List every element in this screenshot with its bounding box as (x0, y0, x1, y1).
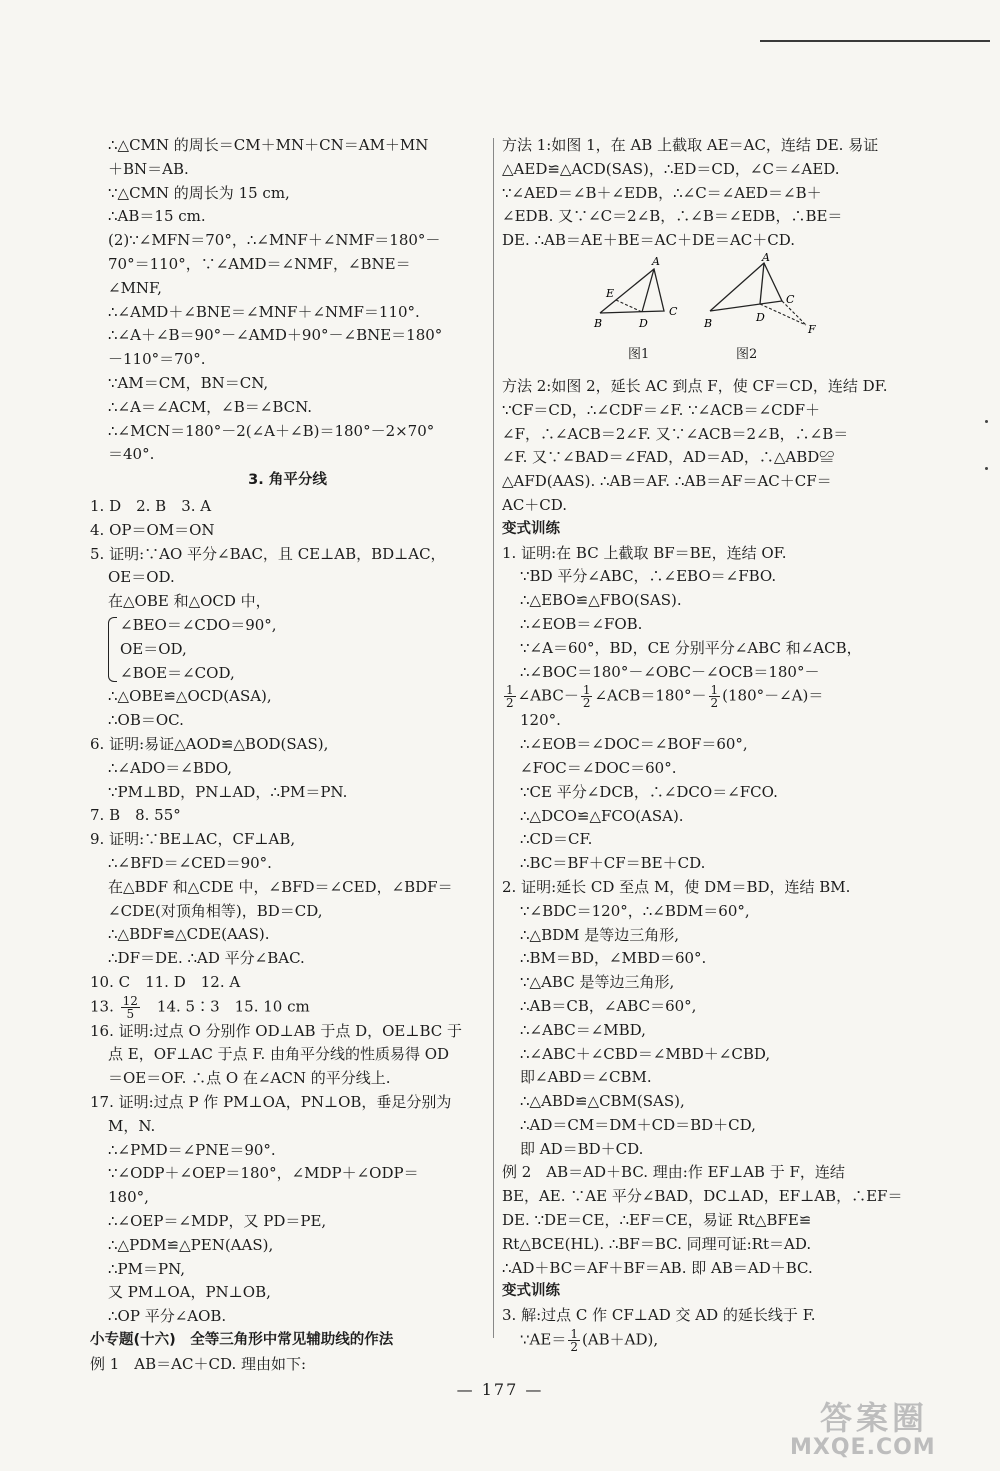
text-line: ∠BEO＝∠CDO＝90°, (120, 615, 277, 634)
text-line: ∴∠A＋∠B＝90°－∠AMD＋90°－∠BNE＝180° (108, 326, 443, 345)
figure-label: B (704, 316, 713, 330)
text-line: ∵∠BDC＝120°，∴∠BDM＝60°, (520, 901, 750, 920)
figure-2 (702, 252, 822, 362)
text-line: ∴∠ABC＝∠MBD, (520, 1020, 646, 1039)
text-line: 例 2 AB＝AD＋BC. 理由:作 EF⊥AB 于 F，连结 (502, 1163, 845, 1182)
text-line: ∵∠A＝60°，BD，CE 分别平分∠ABC 和∠ACB， (520, 638, 862, 657)
text-line: ∴∠ABC＋∠CBD＝∠MBD＋∠CBD, (520, 1044, 771, 1063)
text-line: ＋BN＝AB. (108, 159, 189, 178)
text-line: ∵∠AED＝∠B＋∠EDB，∴∠C＝∠AED＝∠B＋ (502, 183, 822, 202)
training-1-block (502, 542, 907, 685)
text-line: 即 AD＝BD＋CD. (520, 1139, 644, 1158)
text-line: ∴∠EOB＝∠DOC＝∠BOF＝60°, (520, 735, 748, 754)
figure-2-caption: 图2 (736, 346, 758, 362)
question-3-line: 3. 解:过点 C 作 CF⊥AD 交 AD 的延长线于 F. (502, 1306, 816, 1325)
text-line: ∴∠OEP＝∠MDP，又 PD＝PE, (108, 1212, 327, 1231)
text-line: ∠FOC＝∠DOC＝60°. (520, 758, 677, 777)
figure-label: A (762, 252, 770, 264)
text-line: ∵△ABC 是等边三角形, (520, 973, 675, 992)
text-line: ∴∠MCN＝180°－2(∠A＋∠B)＝180°－2×70° (108, 421, 435, 440)
text-line: ∴∠EOB＝∠FOB. (520, 614, 643, 633)
figure-label: B (594, 316, 603, 330)
text-line: △AFD(AAS). ∴AB＝AF. ∴AB＝AF＝AC＋CF＝ (502, 472, 832, 491)
text-line: ∴△EBO≌△FBO(SAS). (520, 591, 682, 610)
text-line: ∵AM＝CM，BN＝CN, (108, 373, 269, 392)
text-line: ∠MNF, (108, 278, 162, 297)
text-line: ∴△DCO≌△FCO(ASA). (520, 806, 684, 825)
text-line: 在△OBE 和△OCD 中， (108, 592, 271, 611)
text-line: 1. D 2. B 3. A (90, 496, 212, 515)
text-line: ＝40°. (108, 445, 155, 464)
answer-block-q5-q12 (90, 685, 485, 994)
text-line: 16. 证明:过点 O 分别作 OD⊥AB 于点 D，OE⊥BC 于 (90, 1021, 463, 1040)
text-line: 方法 2:如图 2，延长 AC 到点 F，使 CF＝CD，连结 DF. (502, 376, 888, 395)
text-line: ∴△CMN 的周长＝CM＋MN＋CN＝AM＋MN (108, 136, 429, 154)
text-line: 70°＝110°，∵∠AMD＝∠NMF，∠BNE＝ (108, 254, 411, 273)
figure-1-diagram (592, 253, 692, 337)
text-line: ∵∠ODP＋∠OEP＝180°，∠MDP＋∠ODP＝ (108, 1164, 419, 1183)
figure-2-diagram (702, 253, 822, 337)
text-line: ∴∠ADO＝∠BDO, (108, 758, 233, 777)
watermark-url: MXQE.COM (790, 1435, 936, 1460)
text-line: ∴AD＋BC＝AF＋BF＝AB. 即 AB＝AD＋BC. (502, 1258, 813, 1277)
text-line: 方法 1:如图 1，在 AB 上截取 AE＝AC，连结 DE. 易证 (502, 136, 879, 154)
text-line: ∴∠BFD＝∠CED＝90°. (108, 853, 272, 872)
text-line: 180°, (108, 1188, 149, 1207)
text-line: ∴∠PMD＝∠PNE＝90°. (108, 1140, 276, 1159)
section-heading: 3. 角平分线 (248, 472, 327, 489)
text-line: ∴△ABD≌△CBM(SAS), (520, 1092, 685, 1111)
text-line: ∠BOE＝∠COD, (120, 663, 235, 682)
text-line: (2)∵∠MFN＝70°，∴∠MNF＋∠NMF＝180°－ (108, 231, 441, 250)
text-line: 10. C 11. D 12. A (90, 972, 241, 991)
fraction: $\frac{1}{2}$ (582, 683, 591, 711)
figure-label: A (652, 254, 660, 268)
figure-label: C (786, 292, 795, 306)
text-line: OE＝OD. (108, 568, 175, 587)
answer-line-q13: 13. $\frac{12}{5}$ 14. 5∶3 15. 10 cm (90, 993, 310, 1021)
text-line: AC＋CD. (502, 495, 568, 514)
text-line: ∴∠BOC＝180°－∠OBC－∠OCB＝180°－ (520, 662, 820, 681)
text-line: 在△BDF 和△CDE 中，∠BFD＝∠CED，∠BDF＝ (108, 877, 453, 896)
text-line: ∠F，∴∠ACB＝2∠F. 又∵∠ACB＝2∠B，∴∠B＝ (502, 424, 849, 443)
watermark-logo: 答案圈 (820, 1399, 929, 1437)
margin-dot (985, 467, 988, 470)
fraction: $\frac{12}{5}$ (122, 993, 138, 1021)
text-line: Rt△BCE(HL). ∴BF＝BC. 同理可证:Rt＝AD. (502, 1234, 812, 1253)
text-line: ∴PM＝PN, (108, 1259, 186, 1278)
page-number: — 177 — (456, 1380, 544, 1399)
figure-label: F (808, 322, 816, 336)
text-line: ∴AB＝CB，∠ABC＝60°, (520, 996, 697, 1015)
text-line: ∴△OBE≌△OCD(ASA), (108, 687, 272, 706)
text-line: ∴∠AMD＋∠BNE＝∠MNF＋∠NMF＝110°. (108, 302, 420, 321)
left-column (90, 134, 485, 1377)
training-1-fraction-line: $\frac{1}{2}$ ∠ABC－ $\frac{1}{2}$ ∠ACB＝180°－ $\frac{1}{2}$ (180°－∠A)＝ (506, 683, 824, 711)
text-line: ∴△BDF≌△CDE(AAS). (108, 925, 270, 944)
text-line: ∴△PDM≌△PEN(AAS), (108, 1235, 274, 1254)
text-line: 7. B 8. 55° (90, 806, 181, 825)
fraction: $\frac{1}{2}$ (506, 683, 514, 711)
method-2-block (502, 375, 907, 518)
text-line: 6. 证明:易证△AOD≌△BOD(SAS), (90, 734, 329, 753)
text-line: DE. ∵DE＝CE，∴EF＝CE，易证 Rt△BFE≌ (502, 1211, 812, 1230)
example-2-block (502, 1161, 907, 1280)
text-line: ∴△BDM 是等边三角形, (520, 925, 680, 944)
text-line: ∴OB＝OC. (108, 711, 184, 730)
topic-heading: 小专题(十六) 全等三角形中常见辅助线的作法 (90, 1332, 394, 1349)
text-line: DE. ∴AB＝AE＋BE＝AC＋DE＝AC＋CD. (502, 231, 795, 250)
brace-conditions (90, 614, 485, 685)
text-line: ∴CD＝CF. (520, 830, 593, 849)
text-line: ∴OP 平分∠AOB. (108, 1307, 227, 1326)
figure-label: E (606, 286, 615, 300)
text-line: 17. 证明:过点 P 作 PM⊥OA，PN⊥OB，垂足分别为 (90, 1093, 452, 1112)
training-heading: 变式训练 (502, 520, 560, 537)
figure-label: D (639, 316, 648, 330)
answer-block-q1-q5 (90, 495, 485, 614)
answer-block-q16-q17 (90, 1020, 485, 1329)
text-line: M，N. (108, 1116, 156, 1135)
figure-label: D (756, 310, 765, 324)
text-line: 9. 证明:∵BE⊥AC，CF⊥AB, (90, 830, 296, 849)
margin-dot (985, 420, 988, 423)
training-1-2-block (502, 709, 907, 1161)
header-rule (760, 40, 990, 42)
right-column (502, 134, 907, 1353)
text-line: ∠EDB. 又∵∠C＝2∠B，∴∠B＝∠EDB，∴BE＝ (502, 207, 843, 226)
question-3-fraction-line: ∵AE＝ $\frac{1}{2}$ (AB＋AD), (520, 1327, 659, 1355)
text-line: OE＝OD, (120, 639, 187, 658)
text-line: △AED≌△ACD(SAS)，∴ED＝CD，∠C＝∠AED. (502, 159, 840, 178)
fraction: $\frac{1}{2}$ (570, 1327, 578, 1355)
text-line: 4. OP＝OM＝ON (90, 520, 215, 539)
figure-1 (592, 253, 692, 362)
text-line: 点 E，OF⊥AC 于点 F. 由角平分线的性质易得 OD (108, 1045, 450, 1064)
text-line: 2. 证明:延长 CD 至点 M，使 DM＝BD，连结 BM. (502, 877, 851, 896)
example-1-line: 例 1 AB＝AC＋CD. 理由如下: (90, 1354, 307, 1373)
text-line: ∵PM⊥BD，PN⊥AD，∴PM＝PN. (108, 782, 348, 801)
text-line: ∠F. 又∵∠BAD＝∠FAD，AD＝AD，∴△ABD≌ (502, 448, 835, 467)
text-line: ∠CDE(对顶角相等)，BD＝CD, (108, 901, 323, 920)
text-line: ∴∠A＝∠ACM，∠B＝∠BCN. (108, 397, 313, 416)
text-line: ∴DF＝DE. ∴AD 平分∠BAC. (108, 949, 305, 968)
text-line: ∴BC＝BF＋CF＝BE＋CD. (520, 854, 706, 873)
text-line: ＝OE＝OF. ∴点 O 在∠ACN 的平分线上. (108, 1069, 391, 1088)
text-line: －110°＝70°. (108, 350, 206, 369)
figures-row (502, 253, 907, 375)
text-line: ∴AB＝15 cm. (108, 207, 206, 226)
text-line: ∵CF＝CD，∴∠CDF＝∠F. ∵∠ACB＝∠CDF＋ (502, 400, 821, 419)
watermark (780, 1393, 970, 1463)
figure-1-caption: 图1 (628, 346, 650, 362)
text-line: 又 PM⊥OA，PN⊥OB, (108, 1283, 271, 1302)
training-heading: 变式训练 (502, 1283, 560, 1300)
figure-label: C (669, 304, 678, 318)
text-line: ∵CE 平分∠DCB，∴∠DCO＝∠FCO. (520, 782, 778, 801)
fraction: $\frac{1}{2}$ (710, 683, 719, 711)
text-line: ∴BM＝BD，∠MBD＝60°. (520, 949, 707, 968)
method-1-block (502, 134, 907, 253)
text-line: 1. 证明:在 BC 上截取 BF＝BE，连结 OF. (502, 543, 787, 562)
column-divider (493, 138, 494, 1338)
text-line: BE，AE. ∵AE 平分∠BAD，DC⊥AD，EF⊥AB，∴EF＝ (502, 1187, 903, 1206)
text-line: ∵BD 平分∠ABC，∴∠EBO＝∠FBO. (520, 567, 777, 586)
text-line: 5. 证明:∵AO 平分∠BAC，且 CE⊥AB，BD⊥AC， (90, 544, 446, 563)
text-line: ∴AD＝CM＝DM＋CD＝BD＋CD, (520, 1115, 756, 1134)
text-line: 120°. (520, 711, 561, 730)
answer-block-angle-sum (90, 134, 485, 467)
text-line: 即∠ABD＝∠CBM. (520, 1068, 652, 1087)
text-line: ∵△CMN 的周长为 15 cm, (108, 183, 290, 202)
